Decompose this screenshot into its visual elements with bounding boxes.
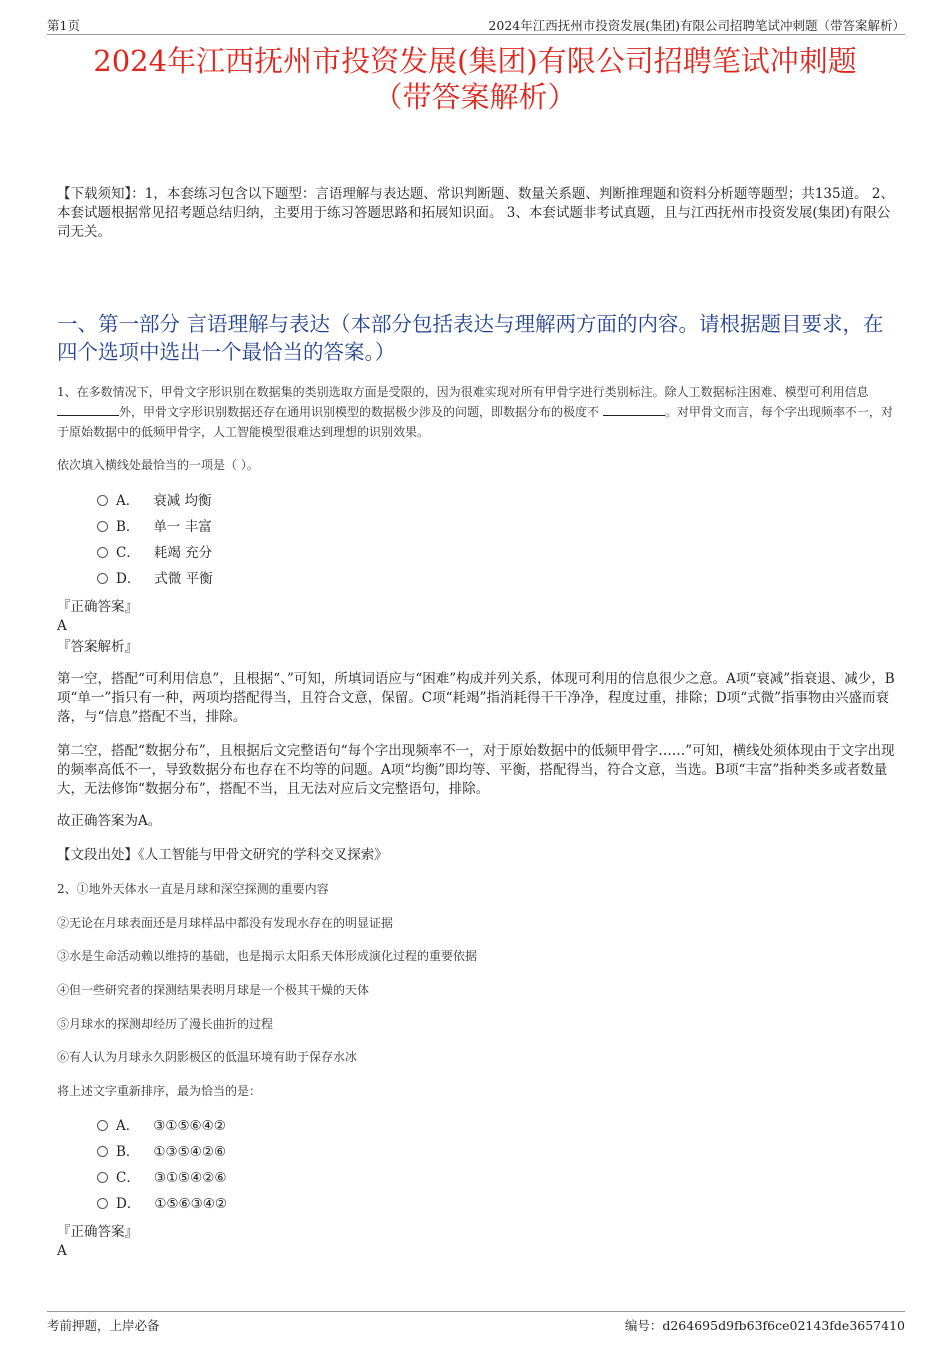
q1-stem-b: 外，甲骨文字形识别数据还存在通用识别模型的数据极少涉及的问题，即数据分布的极度不 <box>119 405 600 419</box>
q1-stem-a: 1、在多数情况下，甲骨文字形识别在数据集的类别选取方面是受限的，因为很难实现对所有甲骨字进行类别标注。除人工数据标注困难、模型可利用信息 <box>57 385 869 399</box>
q2-option-a[interactable] <box>97 1117 226 1135</box>
page-footer <box>47 1311 905 1336</box>
title-line-1: 2024年江西抚州市投资发展(集团)有限公司招聘笔试冲刺题 <box>93 44 857 78</box>
q1-blank-1 <box>57 405 119 416</box>
q2-sentence-6: ⑥有人认为月球永久阴影极区的低温环境有助于保存水冰 <box>57 1050 358 1064</box>
q2-sentence-3: ③水是生命活动赖以维持的基础，也是揭示太阳系天体形成演化过程的重要依据 <box>57 949 478 963</box>
option-label: D． <box>116 1196 141 1212</box>
q1-option-c[interactable] <box>97 544 212 562</box>
option-text: ①③⑤④②⑥ <box>153 1144 227 1160</box>
q1-analysis-heading: 『答案解析』 <box>57 639 138 655</box>
q1-analysis-3: 故正确答案为A。 <box>57 813 162 829</box>
option-text: ①⑤⑥③④② <box>154 1196 227 1212</box>
option-text: ③①⑤⑥④② <box>153 1118 226 1134</box>
option-label: A． <box>116 493 140 509</box>
q1-prompt: 依次填入横线处最恰当的一项是（ ）。 <box>57 458 259 472</box>
header-doc-title: 2024年江西抚州市投资发展(集团)有限公司招聘笔试冲刺题（带答案解析） <box>488 18 905 33</box>
option-text: 单一 丰富 <box>153 519 212 535</box>
option-text: 式微 平衡 <box>154 571 213 587</box>
q2-answer-heading: 『正确答案』 <box>57 1224 138 1240</box>
radio-icon[interactable] <box>97 573 108 584</box>
option-label: D． <box>116 571 141 587</box>
q1-source: 【文段出处】《人工智能与甲骨文研究的学科交叉探索》 <box>57 847 388 863</box>
q1-answer-heading: 『正确答案』 <box>57 599 138 615</box>
q1-blank-2 <box>603 405 665 416</box>
q1-option-a[interactable] <box>97 492 212 510</box>
footer-doc-id: 编号：d264695d9fb63f6ce02143fde3657410 <box>624 1318 905 1333</box>
option-label: A． <box>116 1118 140 1134</box>
q1-stem-c: 。对甲骨文而言，每个字出现频率不一，对于原始数据中的低频甲骨字，人工智能模型很难达到理想的识别效果。 <box>57 405 893 439</box>
radio-icon[interactable] <box>97 547 108 558</box>
document-title <box>0 43 950 115</box>
q2-option-c[interactable] <box>97 1169 226 1187</box>
radio-icon[interactable] <box>97 1146 108 1157</box>
q1-stem <box>57 382 897 442</box>
option-label: B． <box>116 1144 140 1160</box>
section-heading: 一、第一部分 言语理解与表达（本部分包括表达与理解两方面的内容。请根据题目要求，在四个选项中选出一个最恰当的答案。） <box>57 312 884 364</box>
q1-option-d[interactable] <box>97 570 213 588</box>
q2-stem: 2、①地外天体水一直是月球和深空探测的重要内容 <box>57 882 329 896</box>
radio-icon[interactable] <box>97 1172 108 1183</box>
q2-sentence-5: ⑤月球水的探测却经历了漫长曲折的过程 <box>57 1017 274 1031</box>
option-label: C． <box>116 1170 140 1186</box>
download-notice: 【下载须知】：1，本套练习包含以下题型：言语理解与表达题、常识判断题、数量关系题、判断推理题和资料分析题等题型；共135道。 2、本套试题根据常见招考题总结归纳，主要用于练习答题思路和拓展知识面。 3、本套试题非考试真题，且与江西抚州市投资发展(集团)有限公司无关。 <box>57 186 894 240</box>
option-label: B． <box>116 519 140 535</box>
option-label: C． <box>116 545 140 561</box>
q2-sentence-4: ④但一些研究者的探测结果表明月球是一个极其干燥的天体 <box>57 983 370 997</box>
q1-answer: A <box>57 618 67 634</box>
option-text: ③①⑤④②⑥ <box>153 1170 227 1186</box>
radio-icon[interactable] <box>97 1198 108 1209</box>
radio-icon[interactable] <box>97 1120 108 1131</box>
q1-option-b[interactable] <box>97 518 212 536</box>
radio-icon[interactable] <box>97 495 108 506</box>
radio-icon[interactable] <box>97 521 108 532</box>
q1-analysis-1: 第一空，搭配“可利用信息”，且根据“、”可知，所填词语应与“困难”构成并列关系，体现可利用的信息很少之意。A项“衰减”指衰退、减少，B项“单一”指只有一种，两项均搭配得当，且符合文意，保留。C项“耗竭”指消耗得干干净净，程度过重，排除；D项“式微”指事物由兴盛而衰落，与“信息”搭配不当，排除。 <box>57 671 895 725</box>
q2-prompt: 将上述文字重新排序，最为恰当的是： <box>57 1084 262 1098</box>
q2-option-d[interactable] <box>97 1195 227 1213</box>
page-header <box>47 14 905 35</box>
q1-analysis-2: 第二空，搭配“数据分布”，且根据后文完整语句“每个字出现频率不一，对于原始数据中的低频甲骨字……”可知，横线处须体现由于文字出现的频率高低不一，导致数据分布也存在不均等的问题。A项“均衡”即均等、平衡，搭配得当，符合文意，当选。B项“丰富”指种类多或者数量大，无法修饰“数据分布”，搭配不当，且无法对应后文完整语句，排除。 <box>57 743 895 797</box>
option-text: 衰减 均衡 <box>153 493 212 509</box>
title-line-2: （带答案解析） <box>373 80 577 114</box>
page-number: 第1页 <box>47 18 80 33</box>
q2-sentence-2: ②无论在月球表面还是月球样品中都没有发现水存在的明显证据 <box>57 916 394 930</box>
q2-answer: A <box>57 1243 67 1259</box>
option-text: 耗竭 充分 <box>153 545 213 561</box>
footer-slogan: 考前押题，上岸必备 <box>47 1318 160 1333</box>
q2-option-b[interactable] <box>97 1143 226 1161</box>
